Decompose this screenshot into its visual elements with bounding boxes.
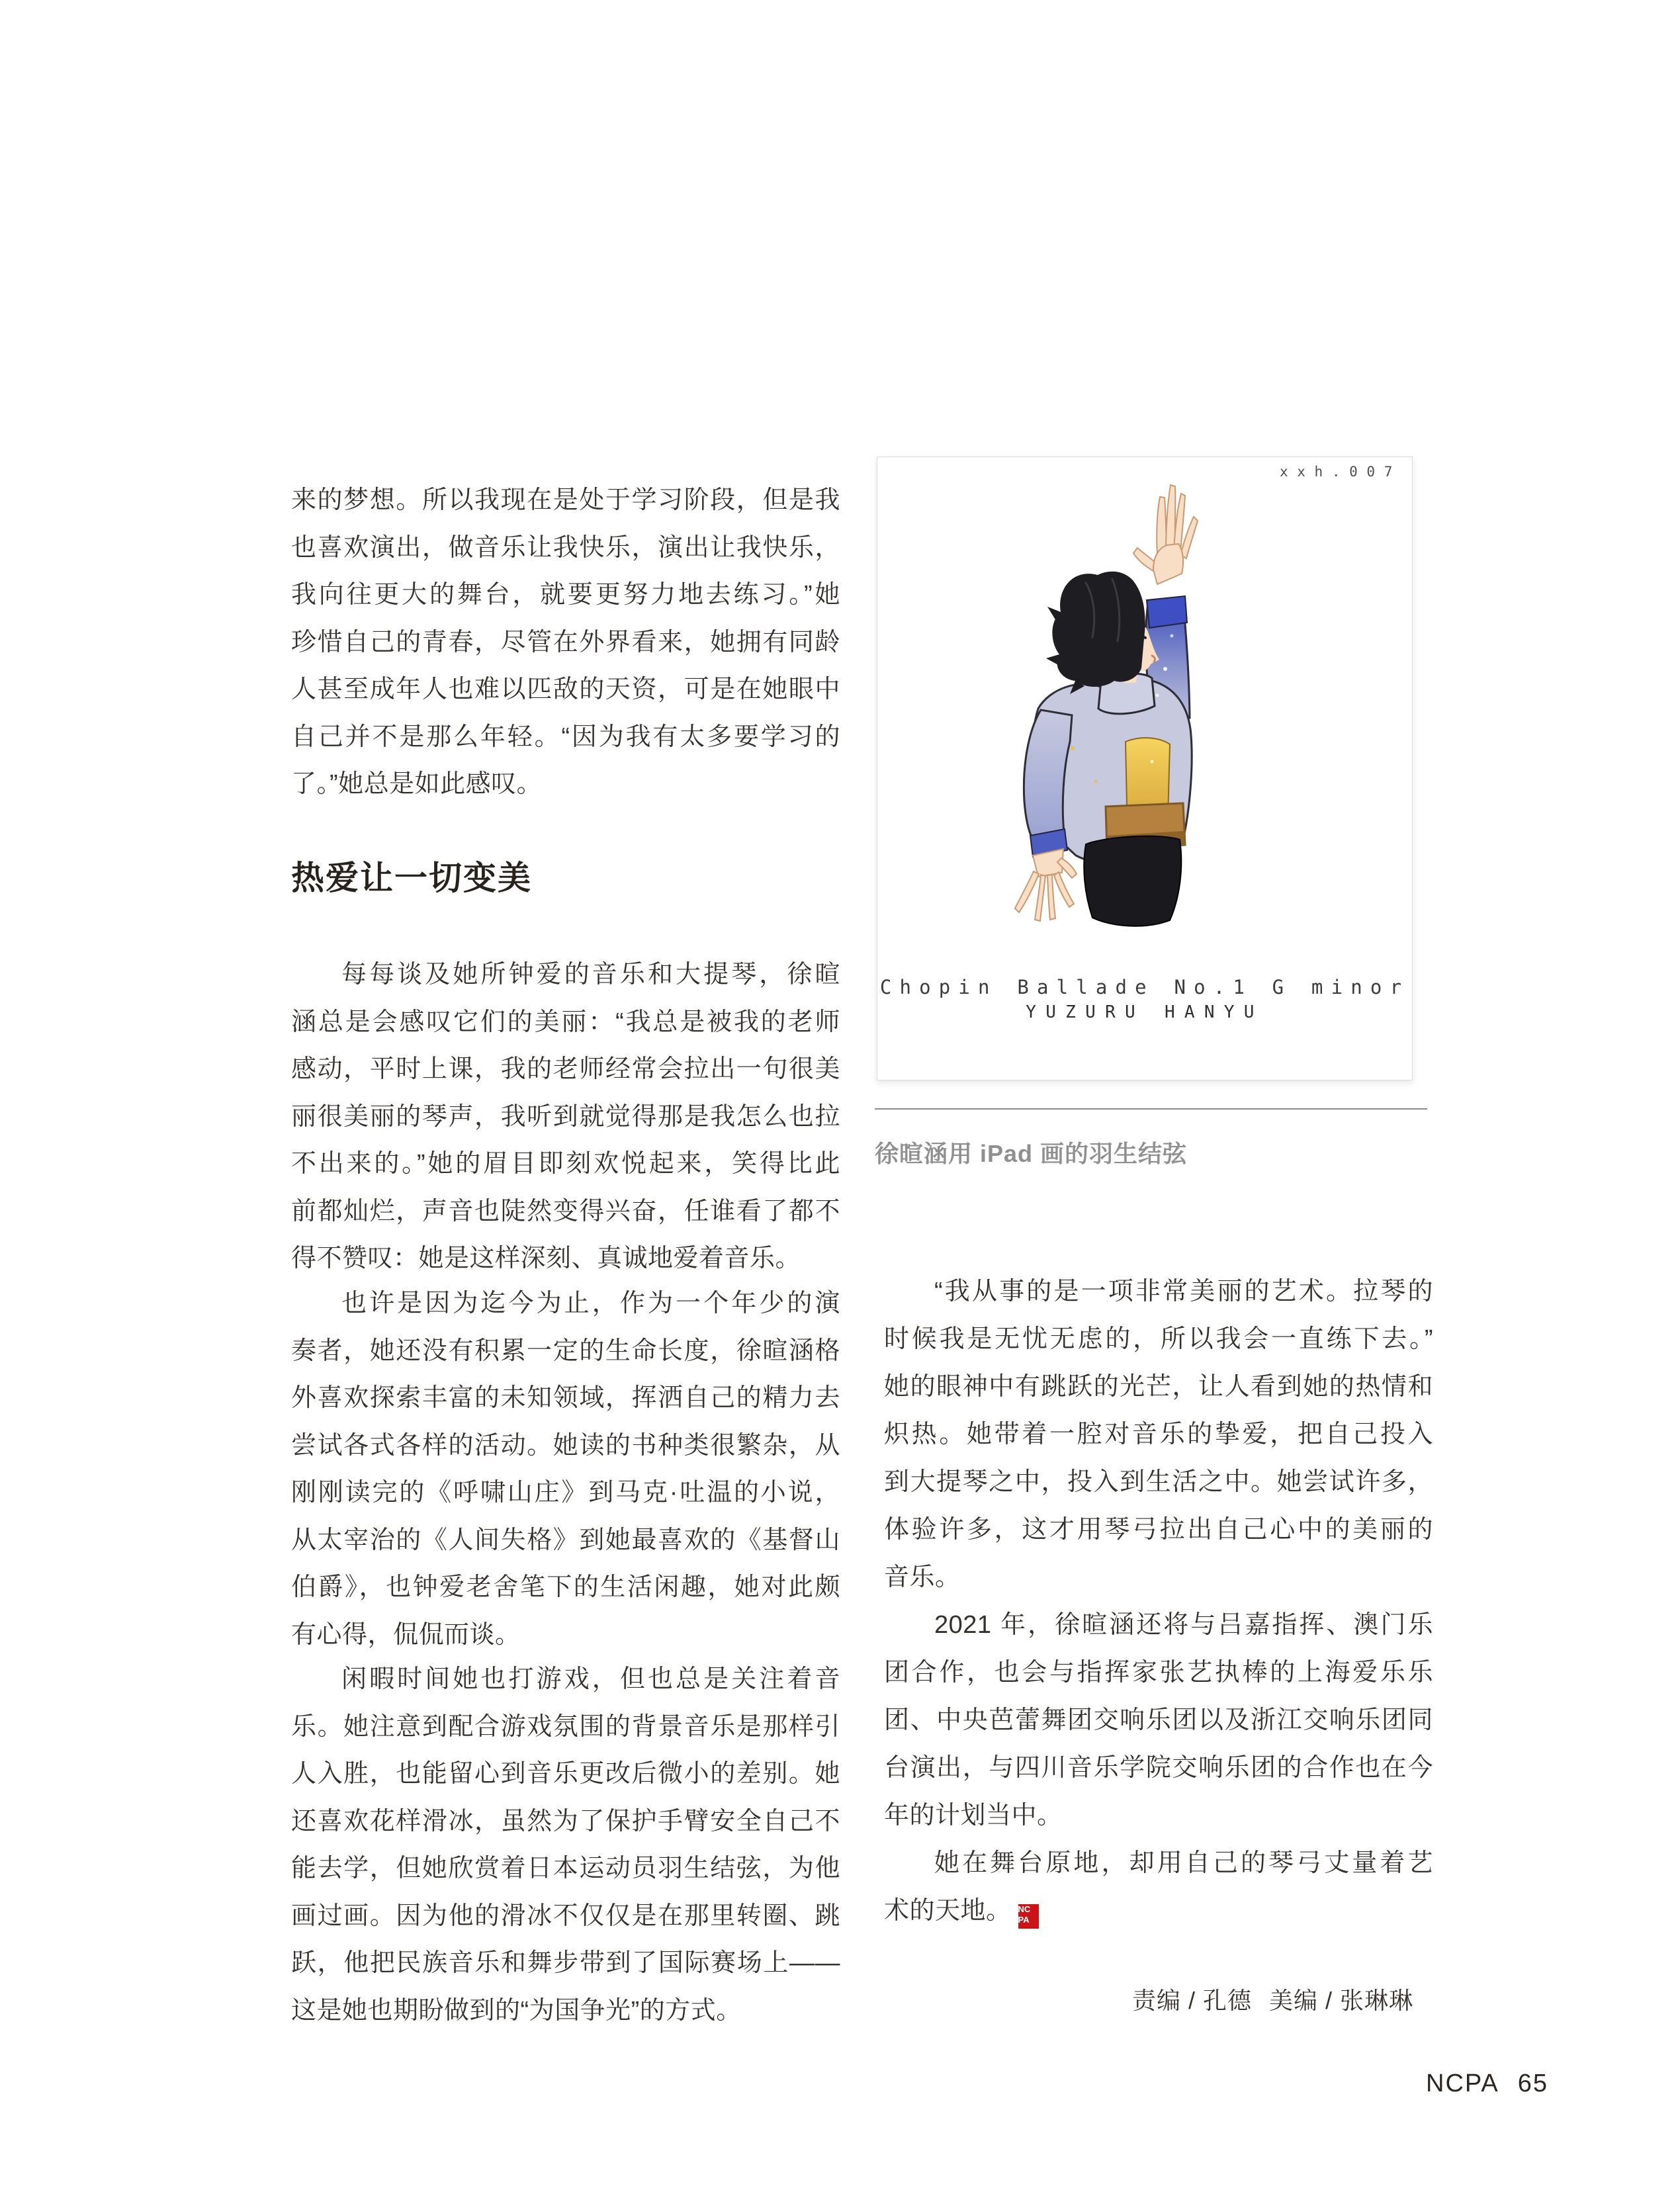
paragraph	[291, 1280, 840, 1659]
paragraph	[884, 1601, 1433, 1839]
sleeve-cuff	[1147, 596, 1187, 628]
text-line: 时候我是无忧无虑的，所以我会一直练下去。”	[884, 1325, 1433, 1353]
paragraph	[884, 1839, 1433, 1935]
hair	[1046, 572, 1145, 694]
black-skirt	[1084, 836, 1181, 926]
caption-divider	[875, 1108, 1427, 1110]
brand-label: NCPA	[1426, 2070, 1499, 2097]
artwork-artist: YUZURU HANYU	[1026, 1002, 1264, 1022]
text-line	[884, 1887, 1433, 1935]
text-line: 有心得，侃侃而谈。	[291, 1620, 521, 1649]
text-line: 这是她也期盼做到的“为国争光”的方式。	[291, 1996, 742, 2025]
paragraph	[291, 477, 840, 809]
credits-line	[884, 1982, 1413, 2016]
figure-skater-illustration	[987, 470, 1225, 934]
section-heading: 热爱让一切变美	[291, 859, 532, 897]
text-line: 人入胜，也能留心到音乐更改后微小的差别。她	[291, 1760, 840, 1788]
text-line: 跃，他把民族音乐和舞步带到了国际赛场上——	[291, 1949, 840, 1977]
credit-designer: 美编 / 张琳琳	[1268, 1987, 1413, 2014]
paragraph	[291, 1656, 840, 2035]
page-number-value: 65	[1517, 2070, 1549, 2097]
text-line: 2021 年，徐暄涵还将与吕嘉指挥、澳门乐	[934, 1611, 1433, 1639]
artwork-title: Chopin Ballade No.1 G minor	[879, 976, 1410, 998]
text-line: 我向往更大的舞台，就要更努力地去练习。”她	[291, 581, 840, 609]
text-line: 也许是因为迄今为止，作为一个年少的演	[341, 1290, 840, 1317]
ncpa-stamp-icon: NC PA	[1018, 1904, 1039, 1929]
text-line: 体验许多，这才用琴弓拉出自己心中的美丽的	[884, 1516, 1433, 1544]
text-line: 也喜欢演出，做音乐让我快乐，演出让我快乐，	[291, 533, 840, 562]
text-line: 奏者，她还没有积累一定的生命长度，徐暄涵格	[291, 1336, 840, 1365]
text-line: 感动，平时上课，我的老师经常会拉出一句很美	[291, 1055, 840, 1083]
text-line: 了。”她总是如此感叹。	[291, 770, 543, 798]
paragraph	[884, 1268, 1433, 1601]
text-line: 珍惜自己的青春，尽管在外界看来，她拥有同龄	[291, 628, 840, 656]
text-line: 能去学，但她欣赏着日本运动员羽生结弦，为他	[291, 1855, 840, 1882]
text-line: 到大提琴之中，投入到生活之中。她尝试许多，	[884, 1468, 1433, 1496]
text-line: 台演出，与四川音乐学院交响乐团的合作也在今	[884, 1754, 1433, 1782]
text-line: 刚刚读完的《呼啸山庄》到马克·吐温的小说，	[291, 1479, 840, 1507]
text-line-end: 术的天地。	[884, 1897, 1012, 1925]
text-line: 闲暇时间她也打游戏，但也总是关注着音	[341, 1665, 840, 1693]
text-line: 她的眼神中有跳跃的光芒，让人看到她的热情和	[884, 1373, 1433, 1401]
text-line: 得不赞叹：她是这样深刻、真诚地爱着音乐。	[291, 1245, 801, 1272]
text-line: 涵总是会感叹它们的美丽：“我总是被我的老师	[291, 1008, 840, 1036]
text-line: 画过画。因为他的滑冰不仅仅是在那里转圈、跳	[291, 1902, 840, 1930]
text-line: 前都灿烂，声音也陡然变得兴奋，任谁看了都不	[291, 1197, 840, 1225]
text-line: 伯爵》，也钟爱老舍笔下的生活闲趣，她对此颇	[291, 1573, 840, 1601]
text-line: 丽很美丽的琴声，我听到就觉得那是我怎么也拉	[291, 1102, 840, 1131]
text-line: “我从事的是一项非常美丽的艺术。拉琴的	[934, 1278, 1433, 1305]
text-line: 自己并不是那么年轻。“因为我有太多要学习的	[291, 722, 840, 751]
artwork-code: xxh.007	[1279, 464, 1401, 480]
text-line: 从太宰治的《人间失格》到她最喜欢的《基督山	[291, 1526, 840, 1554]
text-line: 团、中央芭蕾舞团交响乐团以及浙江交响乐团同	[884, 1706, 1433, 1734]
text-line: 外喜欢探索丰富的未知领域，挥洒自己的精力去	[291, 1384, 840, 1412]
text-line: 每每谈及她所钟爱的音乐和大提琴，徐暄	[341, 961, 840, 988]
text-line: 她在舞台原地，却用自己的琴弓丈量着艺	[934, 1849, 1433, 1877]
text-line: 来的梦想。所以我现在是处于学习阶段，但是我	[291, 486, 840, 514]
artwork-caption: 徐暄涵用 iPad 画的羽生结弦	[875, 1140, 1188, 1167]
text-line: 人甚至成年人也难以匹敌的天资，可是在她眼中	[291, 676, 840, 703]
text-line: 炽热。她带着一腔对音乐的挚爱，把自己投入	[884, 1421, 1433, 1448]
artwork-frame	[877, 457, 1413, 1080]
text-line: 尝试各式各样的活动。她读的书种类很繁杂，从	[291, 1431, 840, 1460]
text-line: 乐。她注意到配合游戏氛围的背景音乐是那样引	[291, 1712, 840, 1741]
credit-editor: 责编 / 孔德	[1131, 1987, 1252, 2014]
lower-hand	[1015, 849, 1077, 921]
raised-hand	[1133, 485, 1198, 584]
page-number	[1426, 2070, 1548, 2098]
text-line: 团合作，也会与指挥家张艺执棒的上海爱乐乐	[884, 1659, 1433, 1686]
paragraph	[291, 951, 840, 1283]
text-line: 还喜欢花样滑冰，虽然为了保护手臂安全自己不	[291, 1807, 840, 1835]
text-line: 年的计划当中。	[884, 1802, 1063, 1829]
text-line: 音乐。	[884, 1563, 961, 1591]
text-line: 不出来的。”她的眉目即刻欢悦起来，笑得比此	[291, 1150, 840, 1178]
